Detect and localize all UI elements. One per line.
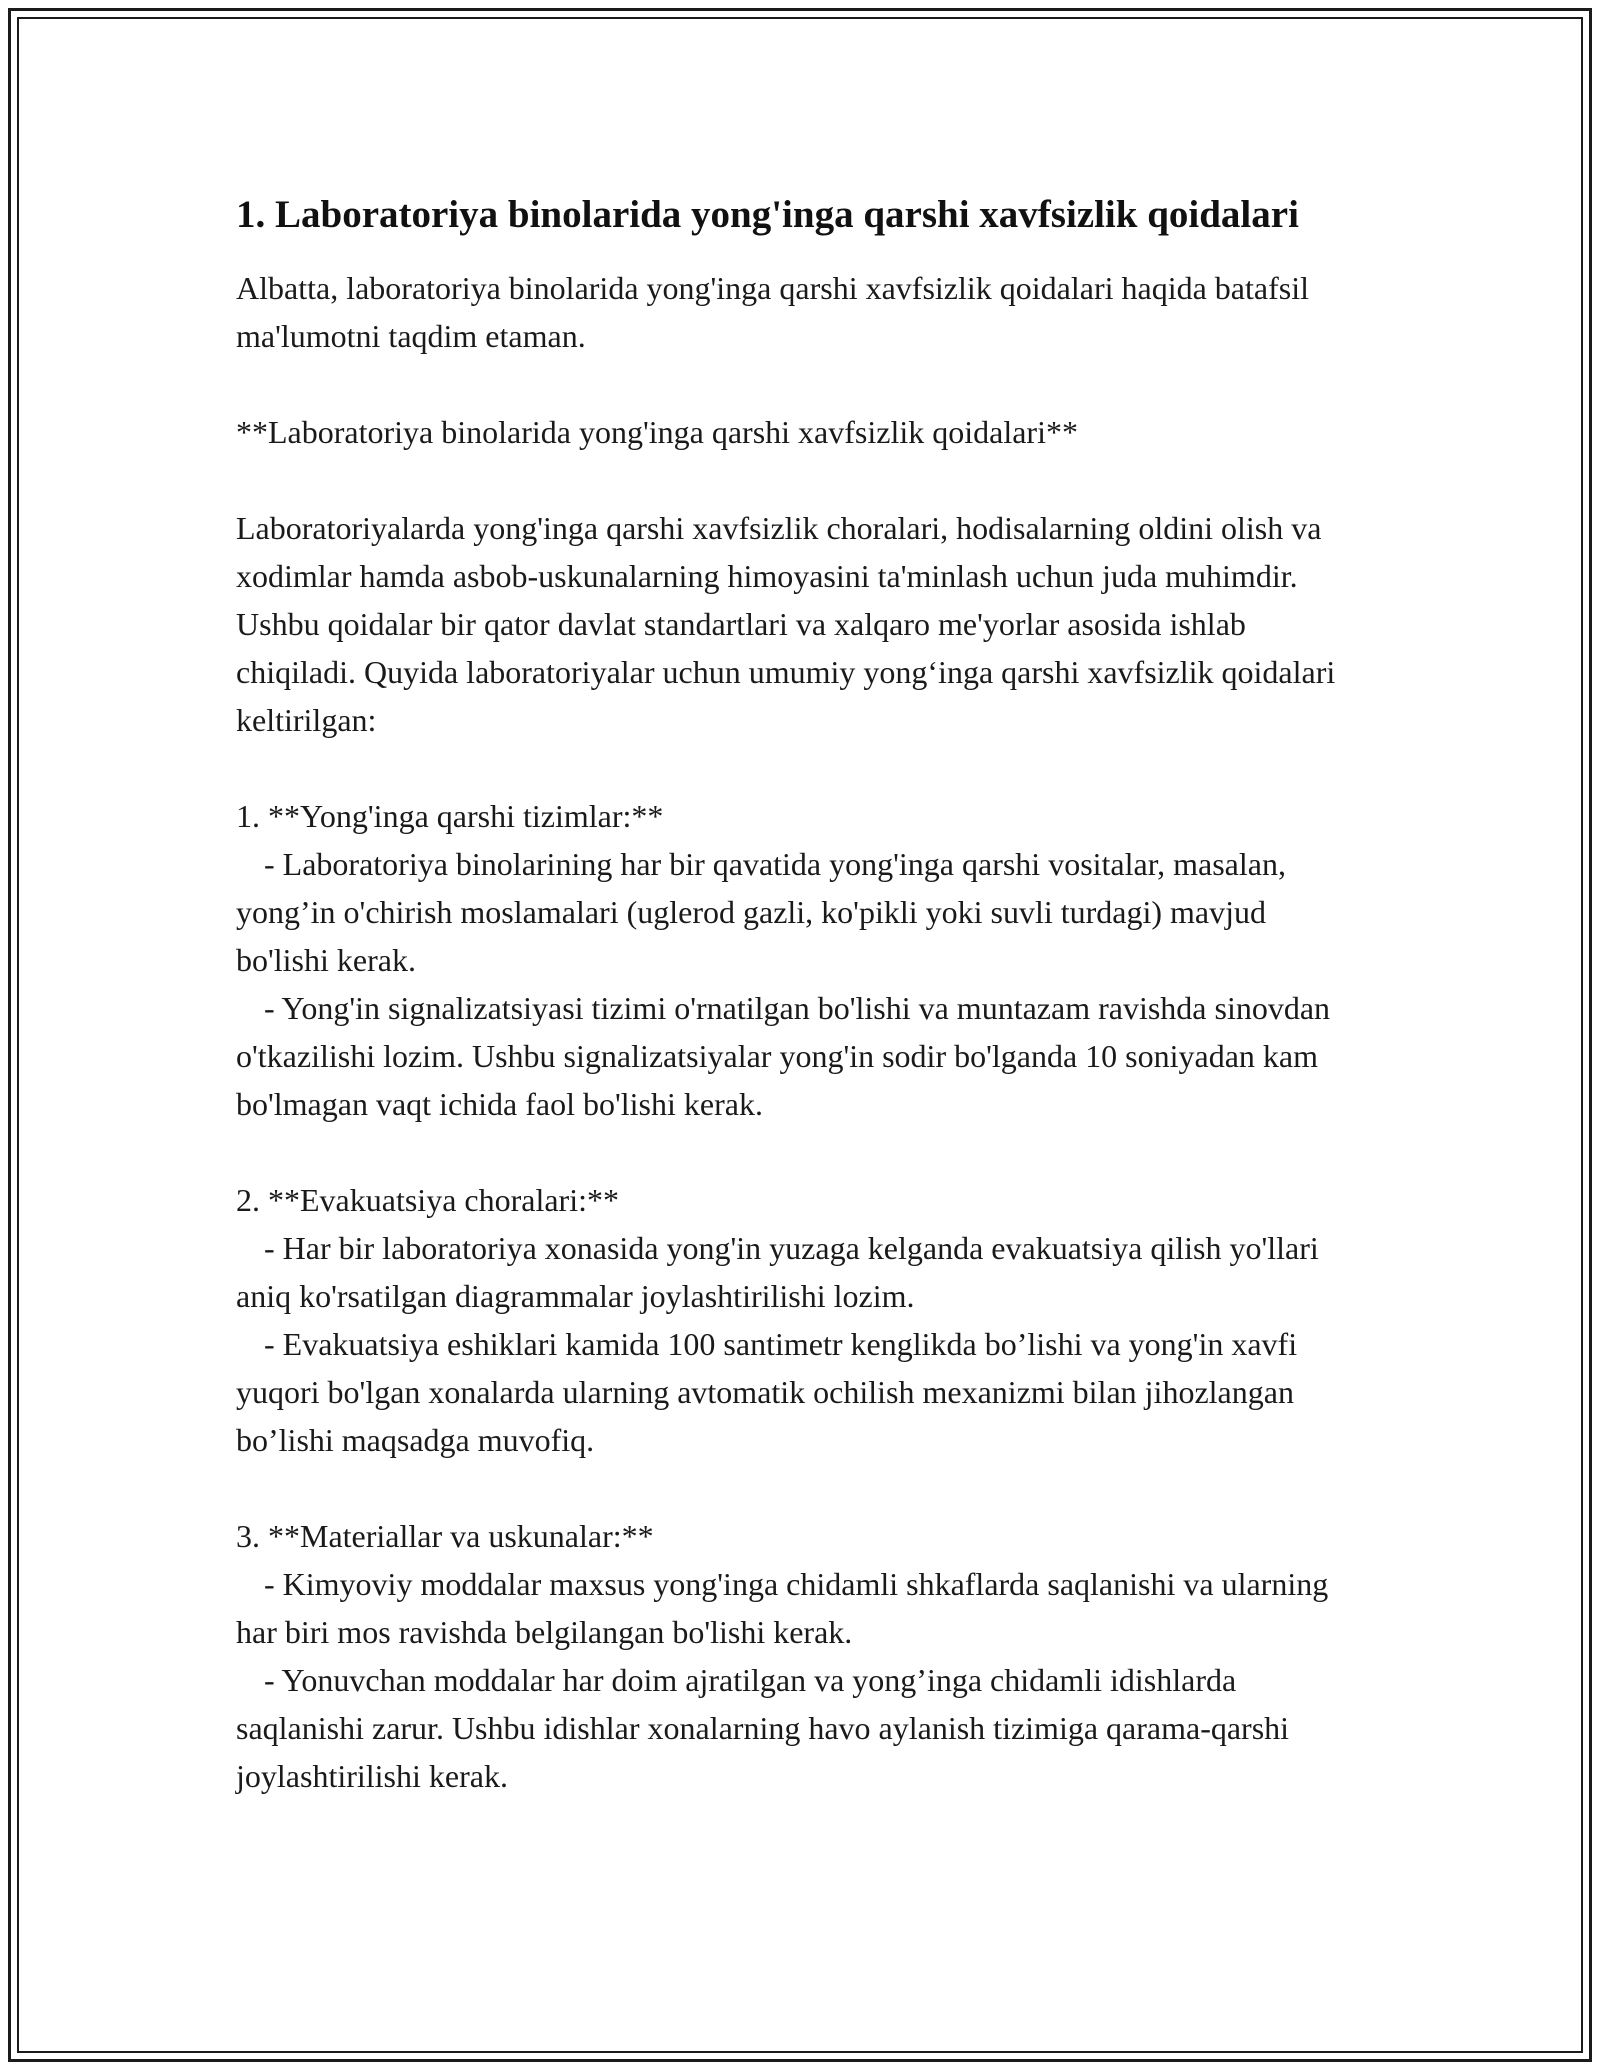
section-fire-systems (236, 792, 1366, 1128)
section-materials (236, 1512, 1366, 1800)
section-heading: 2. **Evakuatsiya choralari:** (236, 1182, 619, 1218)
section-list-item: - Yong'in signalizatsiyasi tizimi o'rnatilgan bo'lishi va muntazam ravishda sinovdan o'tkazilishi lozim. Ushbu signalizatsiyalar yong'in sodir bo'lganda 10 soniyadan kam bo'lmagan vaqt ichida faol bo'lishi kerak. (236, 990, 1339, 1122)
document-body (236, 188, 1366, 1848)
document-title: 1. Laboratoriya binolarida yong'inga qarshi xavfsizlik qoidalari (236, 193, 1299, 236)
section-heading: 3. **Materiallar va uskunalar:** (236, 1518, 654, 1554)
overview-paragraph: Laboratoriyalarda yong'inga qarshi xavfsizlik choralari, hodisalarning oldini olish va xodimlar hamda asbob-uskunalarning himoyasini ta'minlash uchun juda muhimdir. Ushbu qoidalar bir qator davlat standartlari va xalqaro me'yorlar asosida ishlab chiqiladi. Quyida laboratoriyalar uchun umumiy yong‘inga qarshi xavfsizlik qoidalari keltirilgan: (236, 510, 1344, 738)
section-list-item: - Kimyoviy moddalar maxsus yong'inga chidamli shkaflarda saqlanishi va ularning har biri mos ravishda belgilangan bo'lishi kerak. (236, 1566, 1337, 1650)
section-heading: 1. **Yong'inga qarshi tizimlar:** (236, 798, 664, 834)
section-list-item: - Laboratoriya binolarining har bir qavatida yong'inga qarshi vositalar, masalan, yong’in o'chirish moslamalari (uglerod gazli, ko'pikli yoki suvli turdagi) mavjud bo'lishi kerak. (236, 846, 1294, 978)
intro-paragraph: Albatta, laboratoriya binolarida yong'inga qarshi xavfsizlik qoidalari haqida batafsil ma'lumotni taqdim etaman. (236, 270, 1317, 354)
section-list-item: - Yonuvchan moddalar har doim ajratilgan va yong’inga chidamli idishlarda saqlanishi zarur. Ushbu idishlar xonalarning havo aylanish tizimiga qarama-qarshi joylashtirilishi kerak. (236, 1662, 1298, 1794)
section-list-item: - Har bir laboratoriya xonasida yong'in yuzaga kelganda evakuatsiya qilish yo'llari aniq ko'rsatilgan diagrammalar joylashtirilishi lozim. (236, 1230, 1327, 1314)
subtitle-paragraph: **Laboratoriya binolarida yong'inga qarshi xavfsizlik qoidalari** (236, 414, 1078, 450)
section-list-item: - Evakuatsiya eshiklari kamida 100 santimetr kenglikda bo’lishi va yong'in xavfi yuqori bo'lgan xonalarda ularning avtomatik ochilish mexanizmi bilan jihozlangan bo’lishi maqsadga muvofiq. (236, 1326, 1306, 1458)
section-evacuation (236, 1176, 1366, 1464)
